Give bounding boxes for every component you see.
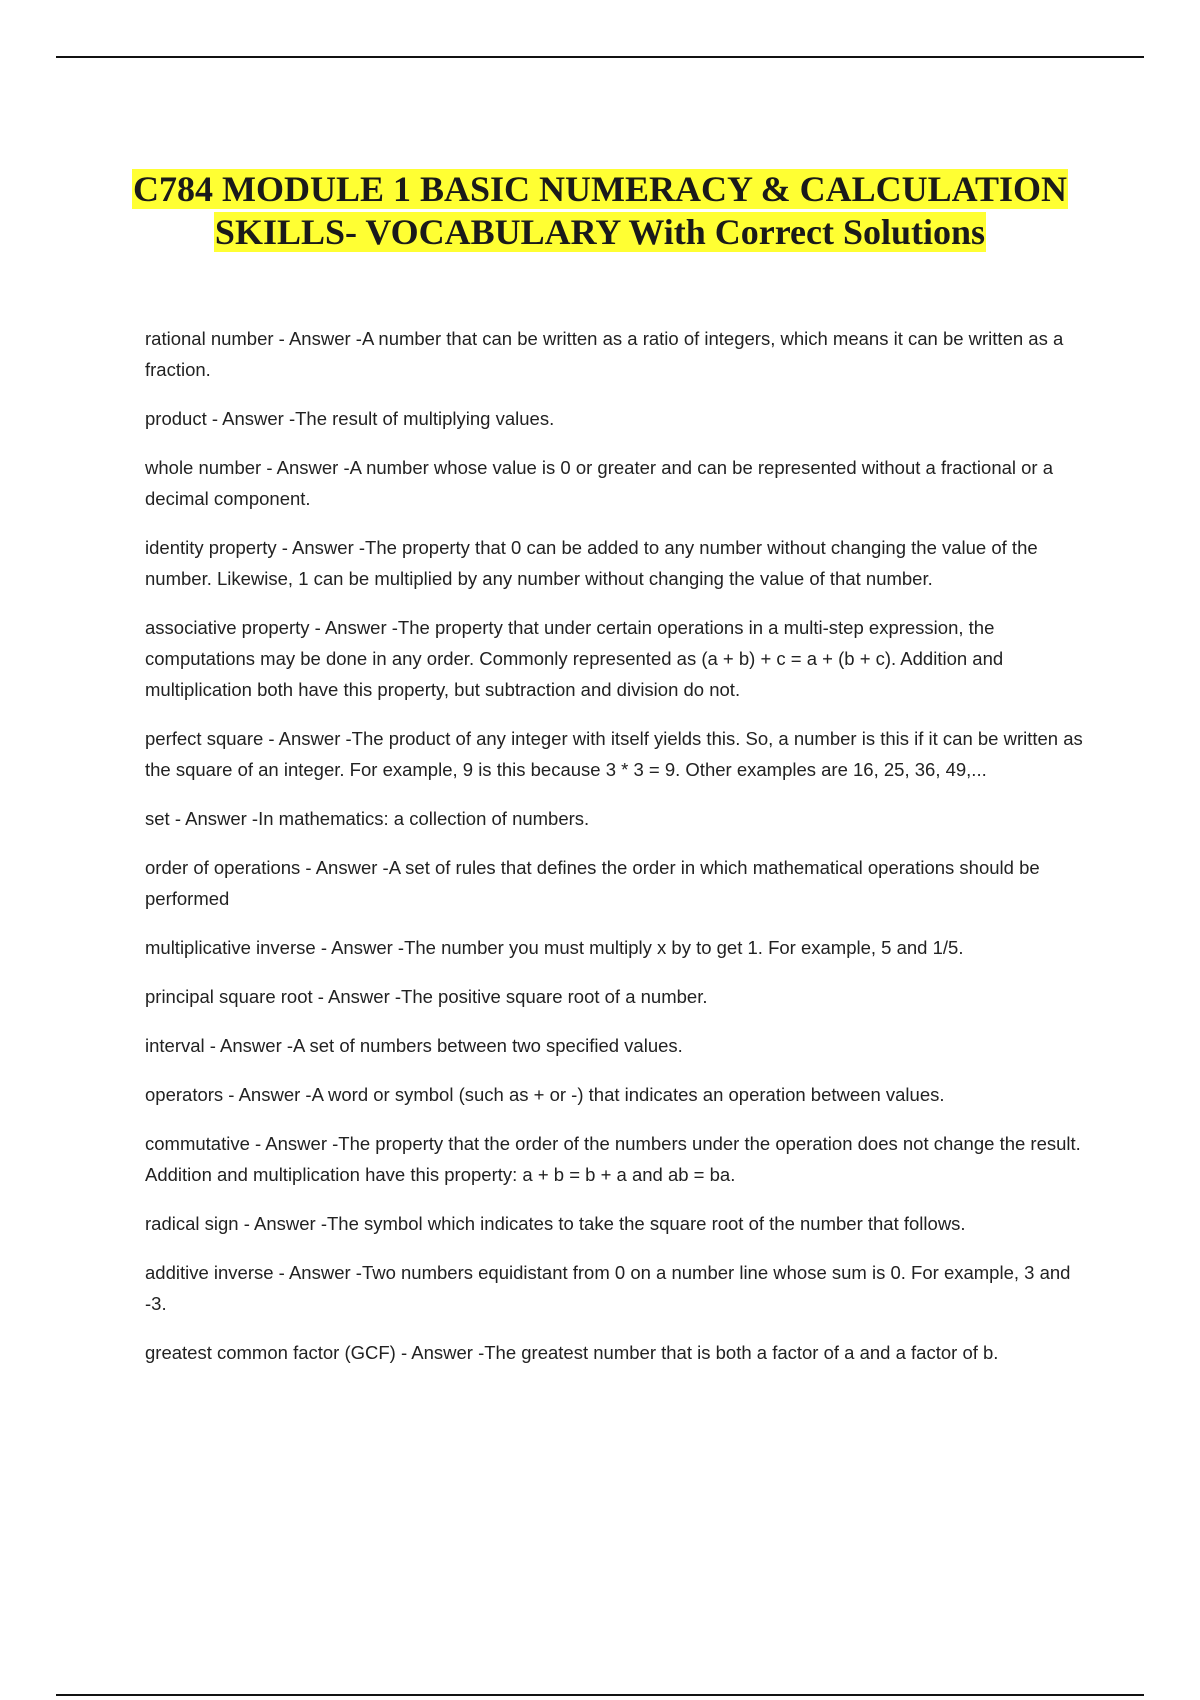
vocab-entry-associative-property: associative property - Answer -The property that under certain operations in a multi-step expression, the computations may be done in any order. Commonly represented as (a + b) + c = a + (b + c). Addition and multiplication both have this property, but subtraction and division do not.	[145, 617, 1004, 700]
vocab-entry-interval: interval - Answer -A set of numbers between two specified values.	[145, 1035, 683, 1056]
vocab-entry-identity-property: identity property - Answer -The property that 0 can be added to any number without changing the value of the number. Likewise, 1 can be multiplied by any number without changing the value of that number.	[145, 537, 1038, 589]
vocab-entry-radical-sign: radical sign - Answer -The symbol which indicates to take the square root of the number that follows.	[145, 1213, 966, 1234]
vocab-entry-multiplicative-inverse: multiplicative inverse - Answer -The number you must multiply x by to get 1. For example, 5 and 1/5.	[145, 937, 964, 958]
document-title	[100, 168, 1100, 254]
vocab-entry-perfect-square: perfect square - Answer -The product of any integer with itself yields this. So, a number is this if it can be written as the square of an integer. For example, 9 is this because 3 * 3 = 9. Other examples are 16, 25, 36, 49,...	[145, 728, 1083, 780]
title-highlight: C784 MODULE 1 BASIC NUMERACY & CALCULATION SKILLS- VOCABULARY With Correct Solutions	[132, 169, 1068, 253]
vocab-entry-greatest-common-factor: greatest common factor (GCF) - Answer -The greatest number that is both a factor of a and a factor of b.	[145, 1342, 999, 1363]
vocab-entry-product: product - Answer -The result of multiplying values.	[145, 408, 555, 429]
vocab-entry-additive-inverse: additive inverse - Answer -Two numbers equidistant from 0 on a number line whose sum is 0. For example, 3 and -3.	[145, 1262, 1071, 1314]
vocab-entry-commutative: commutative - Answer -The property that the order of the numbers under the operation does not change the result. Addition and multiplication have this property: a + b = b + a and ab = ba.	[145, 1133, 1081, 1185]
header-rule	[56, 56, 1144, 58]
footer-rule	[56, 1694, 1144, 1696]
vocabulary-list	[145, 323, 1095, 1386]
vocab-entry-principal-square-root: principal square root - Answer -The positive square root of a number.	[145, 986, 708, 1007]
vocab-entry-operators: operators - Answer -A word or symbol (such as + or -) that indicates an operation between values.	[145, 1084, 945, 1105]
vocab-entry-set: set - Answer -In mathematics: a collection of numbers.	[145, 808, 590, 829]
vocab-entry-order-of-operations: order of operations - Answer -A set of rules that defines the order in which mathematical operations should be performed	[145, 857, 1040, 909]
vocab-entry-whole-number: whole number - Answer -A number whose value is 0 or greater and can be represented without a fractional or a decimal component.	[145, 457, 1054, 509]
vocab-entry-rational-number: rational number - Answer -A number that can be written as a ratio of integers, which means it can be written as a fraction.	[145, 328, 1064, 380]
